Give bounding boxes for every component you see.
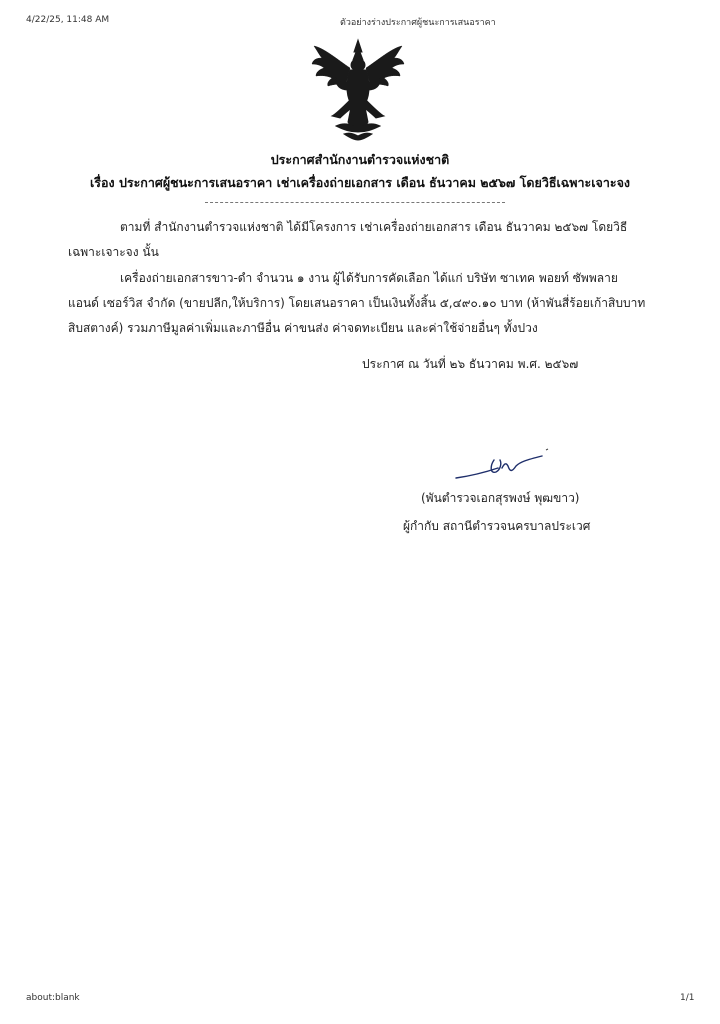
- para1-line2: เฉพาะเจาะจง นั้น: [68, 245, 159, 259]
- signatory-name: (พันตำรวจเอกสุรพงษ์ พุฒขาว): [421, 491, 580, 505]
- announcement-title: ประกาศสำนักงานตำรวจแห่งชาติ: [270, 152, 450, 167]
- print-page-number: 1/1: [680, 993, 695, 1003]
- print-datetime: 4/22/25, 11:48 AM: [26, 15, 110, 25]
- signature-scribble-icon: [450, 444, 560, 488]
- garuda-emblem-icon: [310, 38, 406, 144]
- para2-line3: สิบสตางค์) รวมภาษีมูลค่าเพิ่มและภาษีอื่น ค่าขนส่ง ค่าจดทะเบียน และค่าใช้จ่ายอื่นๆ ทั้งปวง: [68, 321, 538, 335]
- para1-line1: ตามที่ สำนักงานตำรวจแห่งชาติ ได้มีโครงการ เช่าเครื่องถ่ายเอกสาร เดือน ธันวาคม ๒๕๖๗ โดยวิธี: [120, 220, 628, 234]
- signatory-position: ผู้กำกับ สถานีตำรวจนครบาลประเวศ: [403, 519, 591, 533]
- announcement-subject: เรื่อง ประกาศผู้ชนะการเสนอราคา เช่าเครื่องถ่ายเอกสาร เดือน ธันวาคม ๒๕๖๗ โดยวิธีเฉพาะเจาะจง: [90, 175, 630, 190]
- print-page-title: ตัวอย่างร่างประกาศผู้ชนะการเสนอราคา: [340, 18, 496, 28]
- announce-date: ประกาศ ณ วันที่ ๒๖ ธันวาคม พ.ศ. ๒๕๖๗: [362, 357, 579, 371]
- divider: [205, 202, 505, 203]
- para2-line1: เครื่องถ่ายเอกสารขาว-ดำ จำนวน ๑ งาน ผู้ได้รับการคัดเลือก ได้แก่ บริษัท ซาเทค พอยท์ ซัพพลาย: [120, 271, 618, 285]
- para2-line2: แอนด์ เซอร์วิส จำกัด (ขายปลีก,ให้บริการ) โดยเสนอราคา เป็นเงินทั้งสิ้น ๕,๔๙๐.๑๐ บาท (ห้าพันสี่ร้อยเก้าสิบบาท: [68, 296, 646, 310]
- print-url: about:blank: [26, 993, 80, 1003]
